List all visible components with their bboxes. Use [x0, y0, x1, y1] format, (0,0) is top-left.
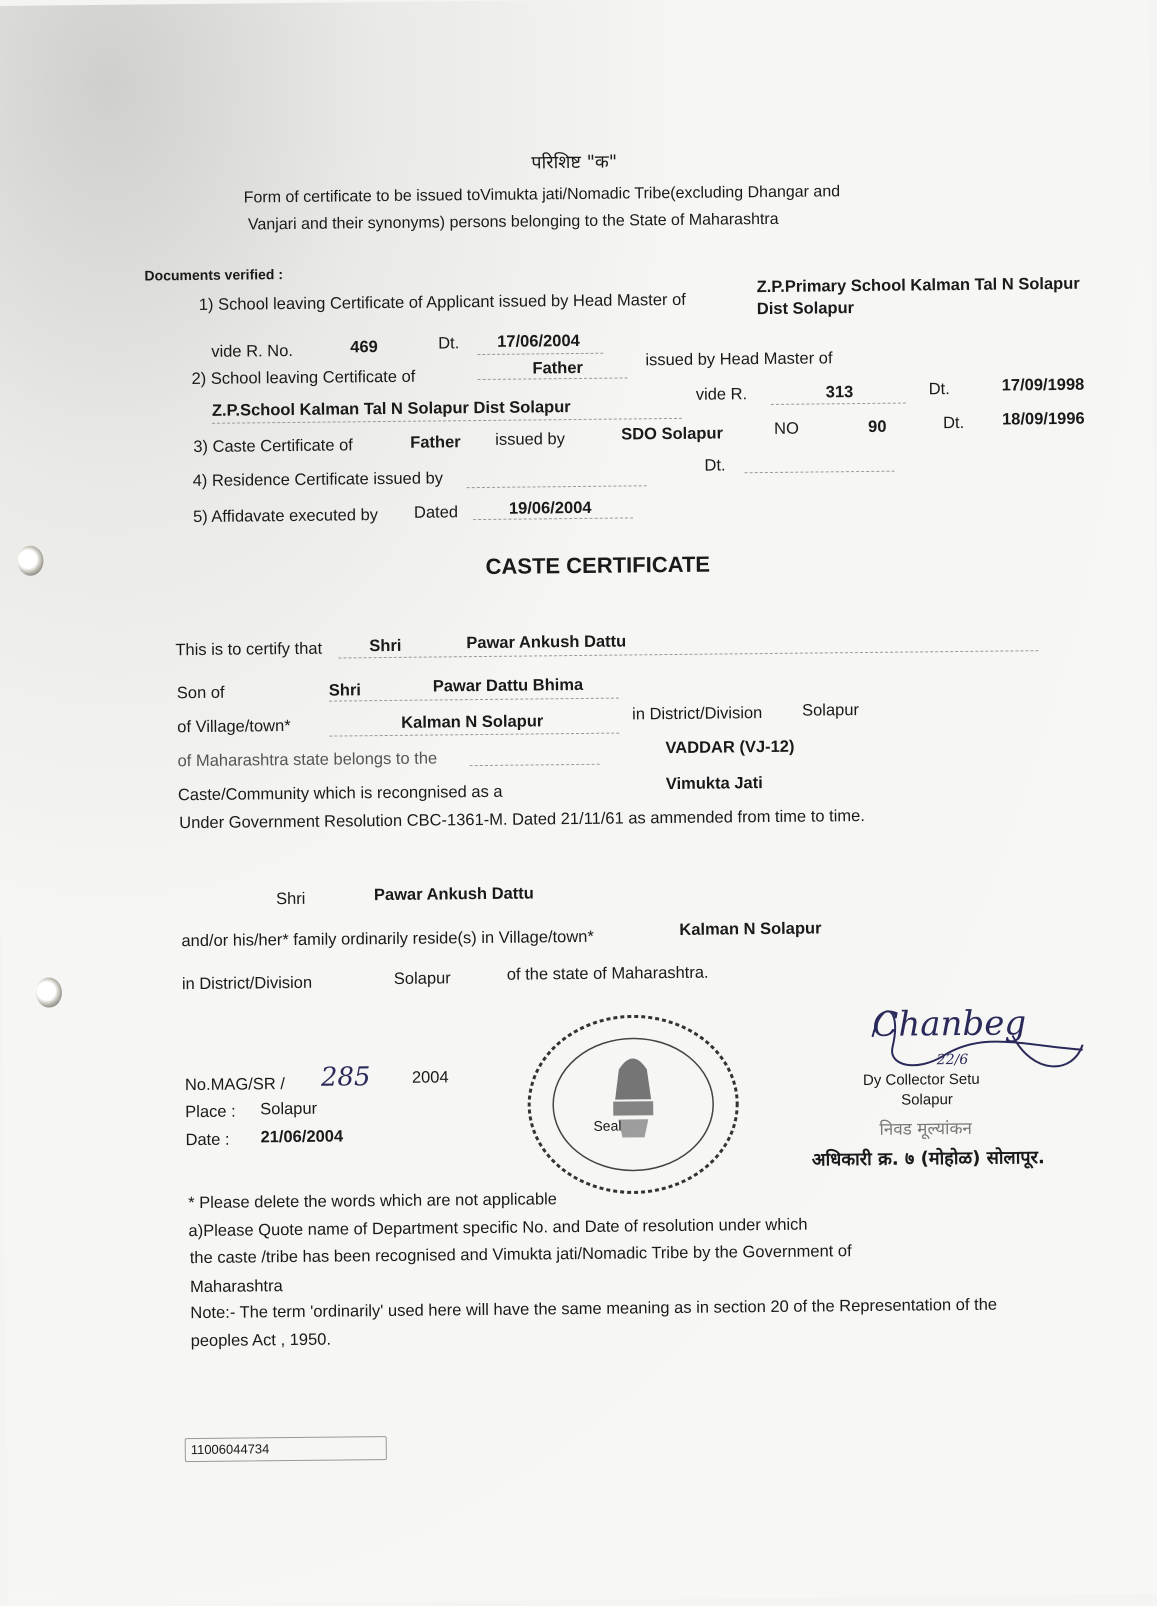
reside-village: Kalman N Solapur — [679, 919, 822, 939]
doc1-dt: 17/06/2004 — [497, 331, 580, 351]
form-title-line2: Vanjari and their synonyms) persons belonging to the State of Maharashtra — [247, 210, 779, 234]
reference-number: 11006044734 — [190, 1441, 270, 1458]
sign-date: 22/6 — [936, 1051, 969, 1069]
doc1-school-line2: Dist Solapur — [756, 299, 855, 319]
father-underline — [329, 698, 619, 702]
documents-verified-label: Documents verified : — [144, 266, 284, 284]
state-underline — [470, 764, 600, 766]
state-label: of Maharashtra state belongs to the — [177, 749, 438, 771]
issue-no-label: No.MAG/SR / — [184, 1075, 285, 1095]
punch-hole-bottom — [36, 977, 62, 1007]
doc4-dt-label: Dt. — [704, 456, 726, 475]
punch-hole-top — [17, 546, 43, 576]
doc3-no: 90 — [868, 417, 887, 436]
official-seal — [522, 1008, 744, 1200]
reside-district: Solapur — [393, 969, 451, 988]
note-3: the caste /tribe has been recognised and Vimukta jati/Nomadic Tribe by the Government of — [189, 1242, 852, 1268]
community-label: Caste/Community which is recongnised as a — [177, 782, 503, 805]
certify-label: This is to certify that — [175, 639, 323, 660]
reference-number-box — [185, 1436, 387, 1462]
doc4-dt-underline — [745, 471, 895, 474]
doc5-dated-label: Dated — [413, 503, 459, 522]
doc3-text: 3) Caste Certificate of — [193, 436, 353, 457]
doc1-dt-underline — [477, 353, 603, 355]
certificate-title: CASTE CERTIFICATE — [485, 551, 711, 579]
son-of-prefix: Shri — [328, 681, 362, 700]
district-label: in District/Division — [632, 704, 763, 724]
issue-year: 2004 — [411, 1068, 449, 1087]
date-label: Date : — [185, 1130, 230, 1150]
doc5-dated: 19/06/2004 — [508, 498, 592, 518]
reside-state: of the state of Maharashtra. — [506, 963, 709, 984]
resolution-text: Under Government Resolution CBC-1361-M. Dated 21/11/61 as ammended from time to time. — [179, 807, 865, 833]
seal-emblem-icon — [522, 1008, 744, 1200]
stamp-line1: निवड मूल्यांकन — [879, 1118, 973, 1140]
doc2-vide-underline — [771, 403, 906, 405]
village-label: of Village/town* — [177, 717, 291, 737]
village-value: Kalman N Solapur — [401, 712, 544, 732]
place-label: Place : — [185, 1102, 236, 1122]
doc2-vide-no: 313 — [825, 383, 854, 402]
note-4: Maharashtra — [189, 1277, 283, 1297]
village-underline — [329, 733, 619, 737]
doc3-of: Father — [410, 433, 461, 452]
annexure-title: परिशिष्ट "क" — [531, 151, 618, 174]
seal-label: Seal — [593, 1117, 622, 1134]
note-2: a)Please Quote name of Department specific No. and Date of resolution under which — [188, 1215, 808, 1241]
doc2-vide-label: vide R. — [695, 385, 748, 404]
doc2-of-underline — [478, 377, 628, 380]
doc4-text: 4) Residence Certificate issued by — [192, 469, 444, 491]
caste-value: VADDAR (VJ-12) — [665, 737, 795, 758]
issue-no-handwritten: 285 — [320, 1062, 371, 1093]
note-1: * Please delete the words which are not applicable — [188, 1190, 558, 1213]
category-value: Vimukta Jati — [665, 774, 763, 794]
doc2-text: 2) School leaving Certificate of — [191, 367, 416, 389]
doc2-school: Z.P.School Kalman Tal N Solapur Dist Solapur — [211, 398, 571, 420]
doc2-of: Father — [532, 358, 584, 378]
doc1-text: 1) School leaving Certificate of Applicant issued by Head Master of — [198, 290, 686, 314]
designation-location: Solapur — [901, 1091, 953, 1109]
note-6: peoples Act , 1950. — [190, 1330, 332, 1351]
doc3-issued-label: issued by — [495, 430, 566, 449]
doc4-underline — [467, 485, 647, 488]
doc1-school-line1: Z.P.Primary School Kalman Tal N Solapur — [756, 274, 1080, 297]
date-value: 21/06/2004 — [260, 1127, 344, 1147]
certify-prefix: Shri — [369, 636, 402, 656]
doc1-vide-label: vide R. No. — [211, 341, 294, 361]
para2-name: Pawar Ankush Dattu — [373, 884, 534, 905]
son-of-label: Son of — [176, 683, 225, 703]
form-title-line1: Form of certificate to be issued toVimukta jati/Nomadic Tribe(excluding Dhangar and — [243, 183, 841, 207]
doc3-no-label: NO — [774, 419, 799, 438]
doc3-dt-label: Dt. — [942, 413, 965, 433]
doc2-dt-label: Dt. — [928, 380, 950, 399]
reside-district-label: in District/Division — [181, 973, 313, 994]
note-5: Note:- The term 'ordinarily' used here will have the same meaning as in section 20 of the Representation of the — [190, 1295, 998, 1323]
signature: Chanbeg — [872, 1003, 1027, 1045]
doc2-issued-label: issued by Head Master of — [645, 349, 833, 370]
doc3-dt: 18/09/1996 — [1001, 409, 1085, 429]
doc2-dt: 17/09/1998 — [1001, 375, 1085, 395]
doc1-dt-label: Dt. — [438, 334, 460, 353]
certify-underline — [338, 650, 1038, 658]
father-name: Pawar Dattu Bhima — [432, 675, 584, 696]
stamp-line2: अधिकारी क्र. ७ (मोहोळ) सोलापूर. — [811, 1147, 1045, 1171]
doc3-issuer: SDO Solapur — [621, 424, 724, 444]
reside-label: and/or his/her* family ordinarily reside(s) in Village/town* — [181, 927, 594, 951]
district-value: Solapur — [801, 701, 860, 720]
para2-prefix: Shri — [275, 889, 306, 909]
doc1-vide-no: 469 — [350, 338, 378, 357]
doc5-text: 5) Affidavate executed by — [192, 506, 379, 527]
doc5-underline — [473, 517, 633, 520]
certify-name: Pawar Ankush Dattu — [466, 632, 627, 653]
place-value: Solapur — [260, 1099, 318, 1119]
designation: Dy Collector Setu — [862, 1070, 980, 1090]
